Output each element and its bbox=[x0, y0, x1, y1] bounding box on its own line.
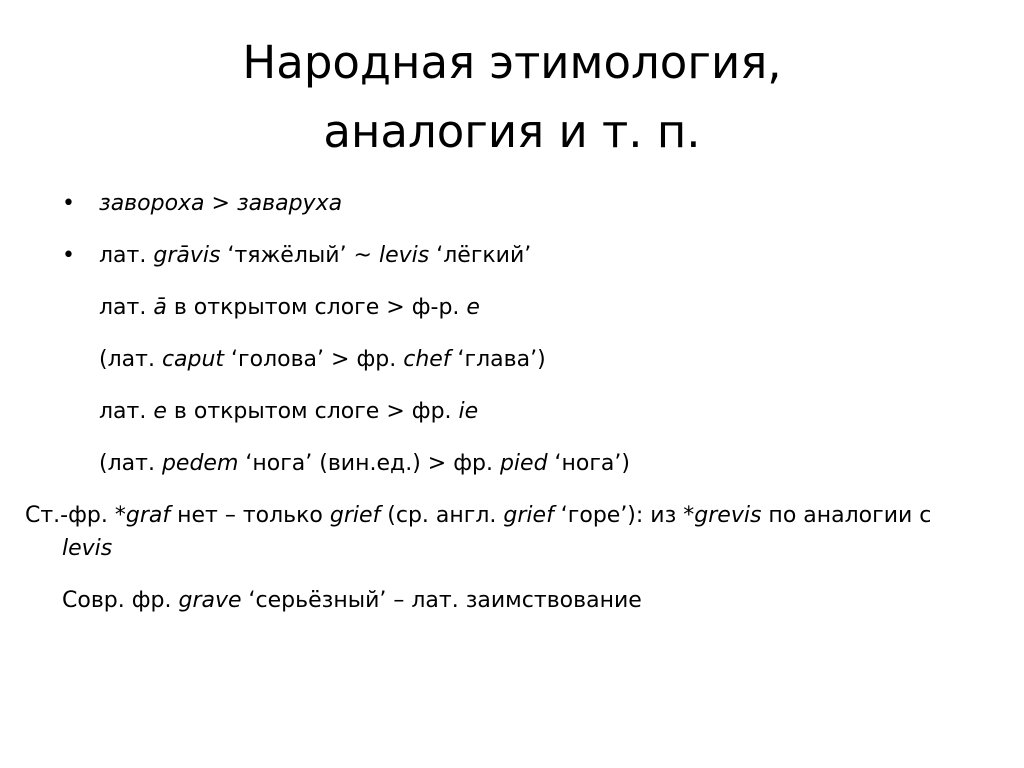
text-segment: лат. bbox=[99, 243, 154, 268]
word: graf bbox=[125, 503, 171, 528]
text-segment: ‘серьёзный’ – лат. заимствование bbox=[241, 588, 642, 613]
vowel: e bbox=[466, 295, 480, 320]
bullet-marker: • bbox=[62, 243, 75, 268]
word: grevis bbox=[694, 503, 762, 528]
text-segment: ‘голова’ > фр. bbox=[224, 347, 404, 372]
slide-body bbox=[25, 187, 982, 617]
word: grave bbox=[178, 588, 242, 613]
example-line-caput bbox=[62, 343, 982, 376]
text-segment: (ср. англ. bbox=[380, 503, 504, 528]
text-segment: ‘нога’ (вин.ед.) > фр. bbox=[238, 451, 500, 476]
text-segment: по аналогии с bbox=[761, 503, 932, 528]
text-segment: Совр. фр. bbox=[62, 588, 179, 613]
word: grief bbox=[329, 503, 381, 528]
text-segment: в открытом слоге > ф-р. bbox=[166, 295, 467, 320]
vowel: e bbox=[153, 399, 167, 424]
text-segment: ‘лёгкий’ bbox=[429, 243, 532, 268]
bullet-item-gravis bbox=[62, 239, 982, 272]
title-line-1: Народная этимология, bbox=[242, 36, 782, 89]
example-line-pedem bbox=[62, 447, 982, 480]
paragraph-graf bbox=[25, 499, 982, 565]
text-segment: (лат. bbox=[99, 347, 162, 372]
text-segment: (лат. bbox=[99, 451, 162, 476]
example-zavorokha: заворoха > заваруха bbox=[99, 191, 343, 216]
latin-word: levis bbox=[379, 243, 430, 268]
text-segment: Ст.-фр. * bbox=[25, 503, 126, 528]
text-segment: ‘горе’): из * bbox=[553, 503, 695, 528]
word: levis bbox=[62, 536, 113, 561]
french-word: pied bbox=[499, 451, 548, 476]
slide-title bbox=[0, 28, 1024, 166]
vowel: ie bbox=[458, 399, 479, 424]
rule-line-e bbox=[62, 395, 982, 428]
title-line-2: аналогия и т. п. bbox=[323, 105, 701, 158]
vowel: ā bbox=[153, 295, 167, 320]
text-segment: в открытом слоге > фр. bbox=[166, 399, 459, 424]
latin-word: grāvis bbox=[153, 243, 221, 268]
bullet-item-zavorokha bbox=[62, 187, 982, 220]
word: grief bbox=[503, 503, 554, 528]
latin-word: caput bbox=[161, 347, 225, 372]
text-segment: нет – только bbox=[170, 503, 330, 528]
text-segment: ‘глава’) bbox=[450, 347, 546, 372]
text-segment: ‘нога’) bbox=[547, 451, 630, 476]
text-segment: лат. bbox=[99, 295, 154, 320]
rule-line-a bbox=[62, 291, 982, 324]
bullet-marker: • bbox=[62, 191, 75, 216]
text-segment: лат. bbox=[99, 399, 154, 424]
latin-word: pedem bbox=[161, 451, 239, 476]
paragraph-grave bbox=[62, 584, 982, 617]
text-segment: ‘тяжёлый’ ~ bbox=[220, 243, 379, 268]
french-word: chef bbox=[403, 347, 451, 372]
